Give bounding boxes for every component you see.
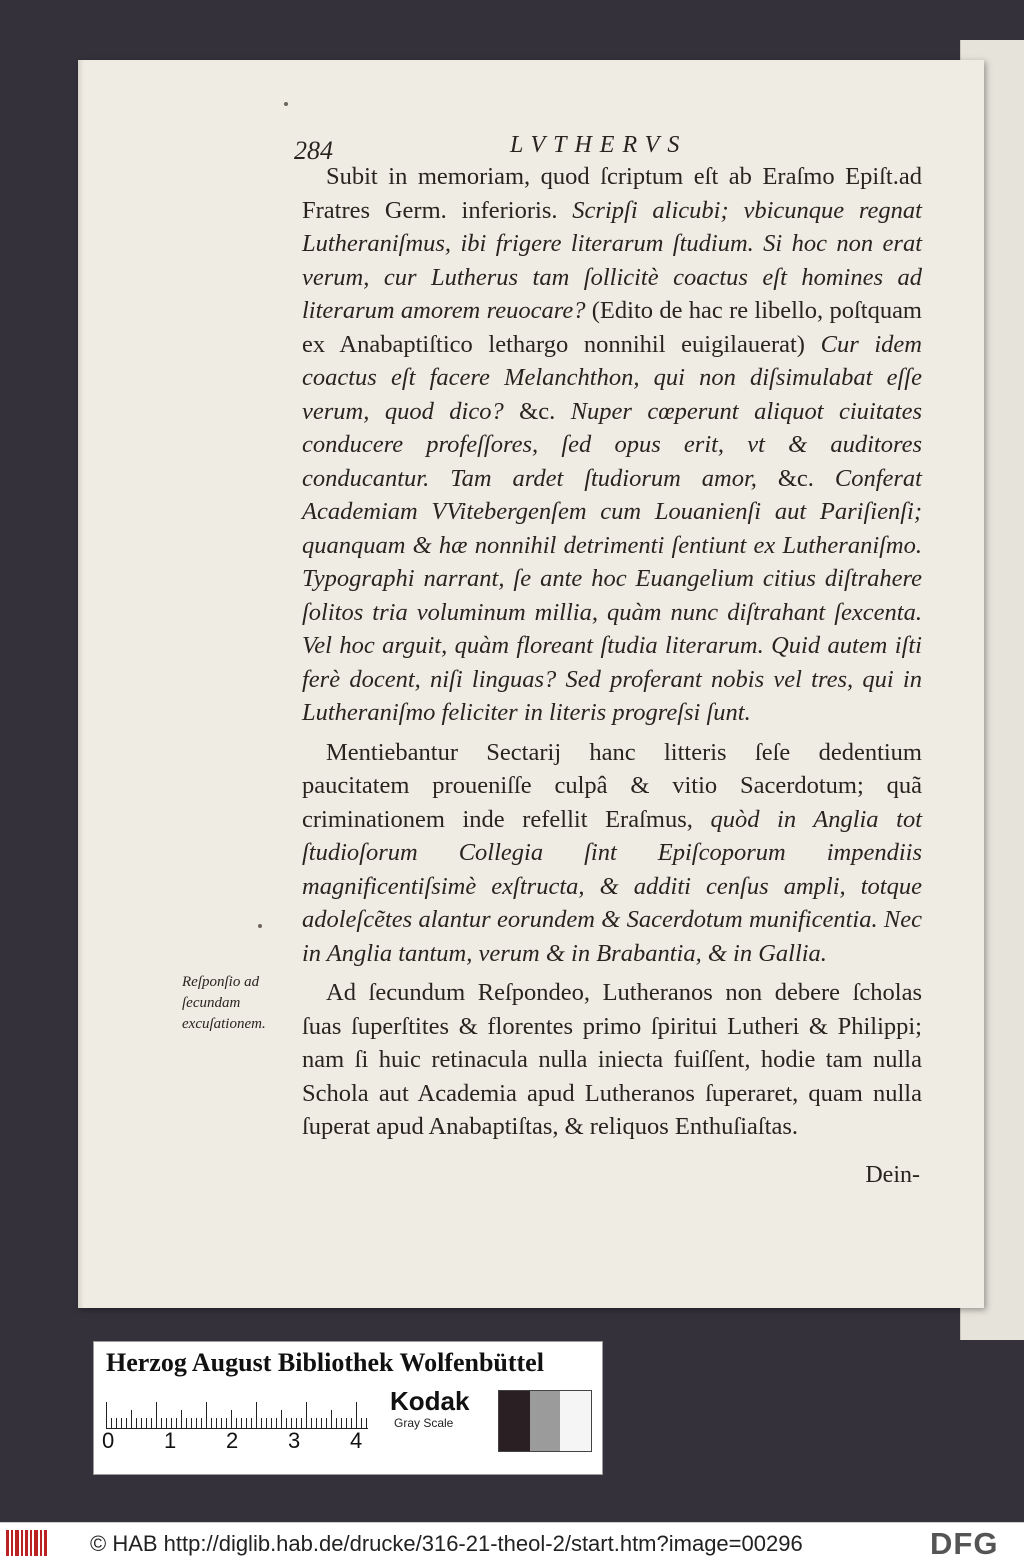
ruler-number: 2 (226, 1428, 239, 1453)
ruler-tick (111, 1418, 112, 1428)
page-number: 284 (294, 136, 333, 165)
measurement-ruler (106, 1388, 368, 1429)
ruler-tick (286, 1418, 287, 1428)
ruler-tick (176, 1418, 177, 1428)
gray-swatch (530, 1391, 561, 1451)
footer-bar (0, 1522, 1024, 1563)
roman-text-segment: &c. (756, 464, 835, 492)
ruler-tick (361, 1418, 362, 1428)
ruler-tick (136, 1418, 137, 1428)
ruler-tick (276, 1418, 277, 1428)
roman-text-segment: Subit in memoriam, quod ſcriptum eſt ab Eraſmo Epiſt.ad Fratres Germ. inferioris. (302, 163, 922, 224)
body-text (302, 160, 922, 1150)
ruler-tick (151, 1418, 152, 1428)
ruler-tick (161, 1418, 162, 1428)
ruler-tick (196, 1418, 197, 1428)
ruler-tick (226, 1418, 227, 1428)
italic-text-segment: quòd in Anglia tot ſtudioſorum Collegia ſint Epiſcoporum impendiis magnificentiſsimè exſtructa, & additi cenſus ampli, totque adoleſcẽtes alantur eorundem & Sacerdotum munificentia. Nec in Anglia tantum, verum & in Brabantia, & in Gallia. (302, 805, 923, 967)
ruler-tick (216, 1418, 217, 1428)
brand-name: Kodak (390, 1386, 470, 1416)
ruler-tick (291, 1418, 292, 1428)
ruler-tick (336, 1418, 337, 1428)
gray-swatch (560, 1391, 591, 1451)
ruler-tick (356, 1402, 357, 1428)
brand-subtitle: Gray Scale (394, 1416, 454, 1430)
ruler-tick (181, 1410, 182, 1428)
ruler-tick (141, 1418, 142, 1428)
running-head: LVTHERVS (510, 132, 688, 158)
ruler-tick (201, 1418, 202, 1428)
ruler-number: 4 (350, 1428, 363, 1453)
ruler-tick (351, 1418, 352, 1428)
ruler-tick (146, 1418, 147, 1428)
ruler-tick (326, 1418, 327, 1428)
barcode-icon (6, 1530, 48, 1556)
ruler-tick (341, 1418, 342, 1428)
ruler-tick (281, 1410, 282, 1428)
roman-text-segment: &c. (503, 397, 571, 425)
ruler-tick (106, 1402, 107, 1428)
ruler-numbers (102, 1428, 372, 1458)
book-page (78, 60, 984, 1308)
italic-text-segment: Cur idem coactus eſt facere Melanchthon, qui non diſsimulabat eſſe verum, quod dico? (302, 330, 922, 425)
library-color-chart-label (93, 1341, 603, 1475)
ruler-tick (236, 1418, 237, 1428)
ruler-number: 0 (102, 1428, 115, 1453)
ruler-tick (171, 1418, 172, 1428)
paragraph (302, 976, 922, 1144)
ruler-tick (301, 1418, 302, 1428)
ruler-tick (231, 1410, 232, 1428)
ruler-tick (366, 1418, 367, 1428)
ruler-tick (121, 1418, 122, 1428)
ruler-tick (346, 1418, 347, 1428)
roman-text-segment: Mentiebantur Sectarij hanc litteris ſeſe dedentium paucitatem proueniſſe culpâ & vitio Sacerdotum; quã criminationem inde refellit Eraſmus, (302, 738, 922, 833)
ruler-tick (256, 1402, 257, 1428)
italic-text-segment: Conferat Academiam VVitebergenſem cum Louanienſi aut Pariſienſi; quanquam & hæ nonnihil detrimenti ſentiunt ex Lutheraniſmo. Typographi narrant, ſe ante hoc Euangelium citius diſtrahere ſolitos tria voluminum millia, quàm nunc diſtrahant ſexcenta. Vel hoc arguit, quàm floreant ſtudia literarum. Quid autem iſti ferè docent, niſi linguas? Sed proferant nobis vel tres, qui in Lutheraniſmo feliciter in literis progreſsi ſunt. (302, 464, 922, 726)
ruler-tick (126, 1418, 127, 1428)
ruler-tick (186, 1418, 187, 1428)
ink-speck (284, 102, 288, 106)
ruler-tick (131, 1410, 132, 1428)
ruler-tick (206, 1402, 207, 1428)
ruler-tick (271, 1418, 272, 1428)
ink-speck (258, 924, 262, 928)
paragraph (302, 160, 922, 730)
ruler-tick (261, 1418, 262, 1428)
ruler-tick (331, 1410, 332, 1428)
ruler-tick (156, 1402, 157, 1428)
ruler-tick (251, 1418, 252, 1428)
italic-text-segment: Nuper cœperunt aliquot ciuitates conducere profeſſores, ſed opus erit, vt & auditores conducantur. Tam ardet ſtudiorum amor, (302, 397, 922, 492)
page-edge (78, 60, 84, 1308)
ruler-tick (316, 1418, 317, 1428)
ruler-tick (246, 1418, 247, 1428)
ruler-tick (221, 1418, 222, 1428)
ruler-tick (306, 1402, 307, 1428)
ruler-tick (266, 1418, 267, 1428)
marginal-note: Reſponſio ad ſecundam excuſationem. (182, 974, 266, 1032)
ruler-tick (211, 1418, 212, 1428)
italic-text-segment: Scripſi alicubi; vbicunque regnat Lutheraniſmus, ibi frigere literarum ſtudium. Si hoc non erat verum, cur Lutherus tam ſollicitè coactus eſt homines ad literarum amorem reuocare? (302, 196, 922, 324)
ruler-tick (241, 1418, 242, 1428)
roman-text-segment: Ad ſecundum Reſpondeo, Lutheranos non debere ſcholas ſuas ſuperſtites & florentes primo ſpiritui Lutheri & Philippi; nam ſi huic retinacula nulla iniecta fuiſſent, hodie tam nulla Schola aut Academia apud Lutheranos ſuperaret, quam nulla ſuperat apud Anabaptiſtas, & reliquos Enthuſiaſtas. (302, 979, 922, 1140)
paragraph (302, 736, 922, 971)
gray-scale-swatches (498, 1390, 592, 1452)
ruler-tick (296, 1418, 297, 1428)
roman-text-segment: (Edito de hac re libello, poſtquam ex Anabaptiſtico lethargo nonnihil euigilauerat) (302, 297, 922, 358)
ruler-tick (311, 1418, 312, 1428)
dfg-logo: DFG (930, 1526, 999, 1561)
ruler-number: 3 (288, 1428, 301, 1453)
gray-swatch (499, 1391, 530, 1451)
ruler-tick (166, 1418, 167, 1428)
catchword: Dein- (865, 1162, 920, 1188)
ruler-tick (116, 1418, 117, 1428)
ruler-tick (191, 1418, 192, 1428)
copyright-link[interactable]: © HAB http://diglib.hab.de/drucke/316-21-theol-2/start.htm?image=00296 (90, 1531, 803, 1556)
ruler-tick (321, 1418, 322, 1428)
library-name: Herzog August Bibliothek Wolfenbüttel (106, 1348, 544, 1377)
ruler-number: 1 (164, 1428, 177, 1453)
